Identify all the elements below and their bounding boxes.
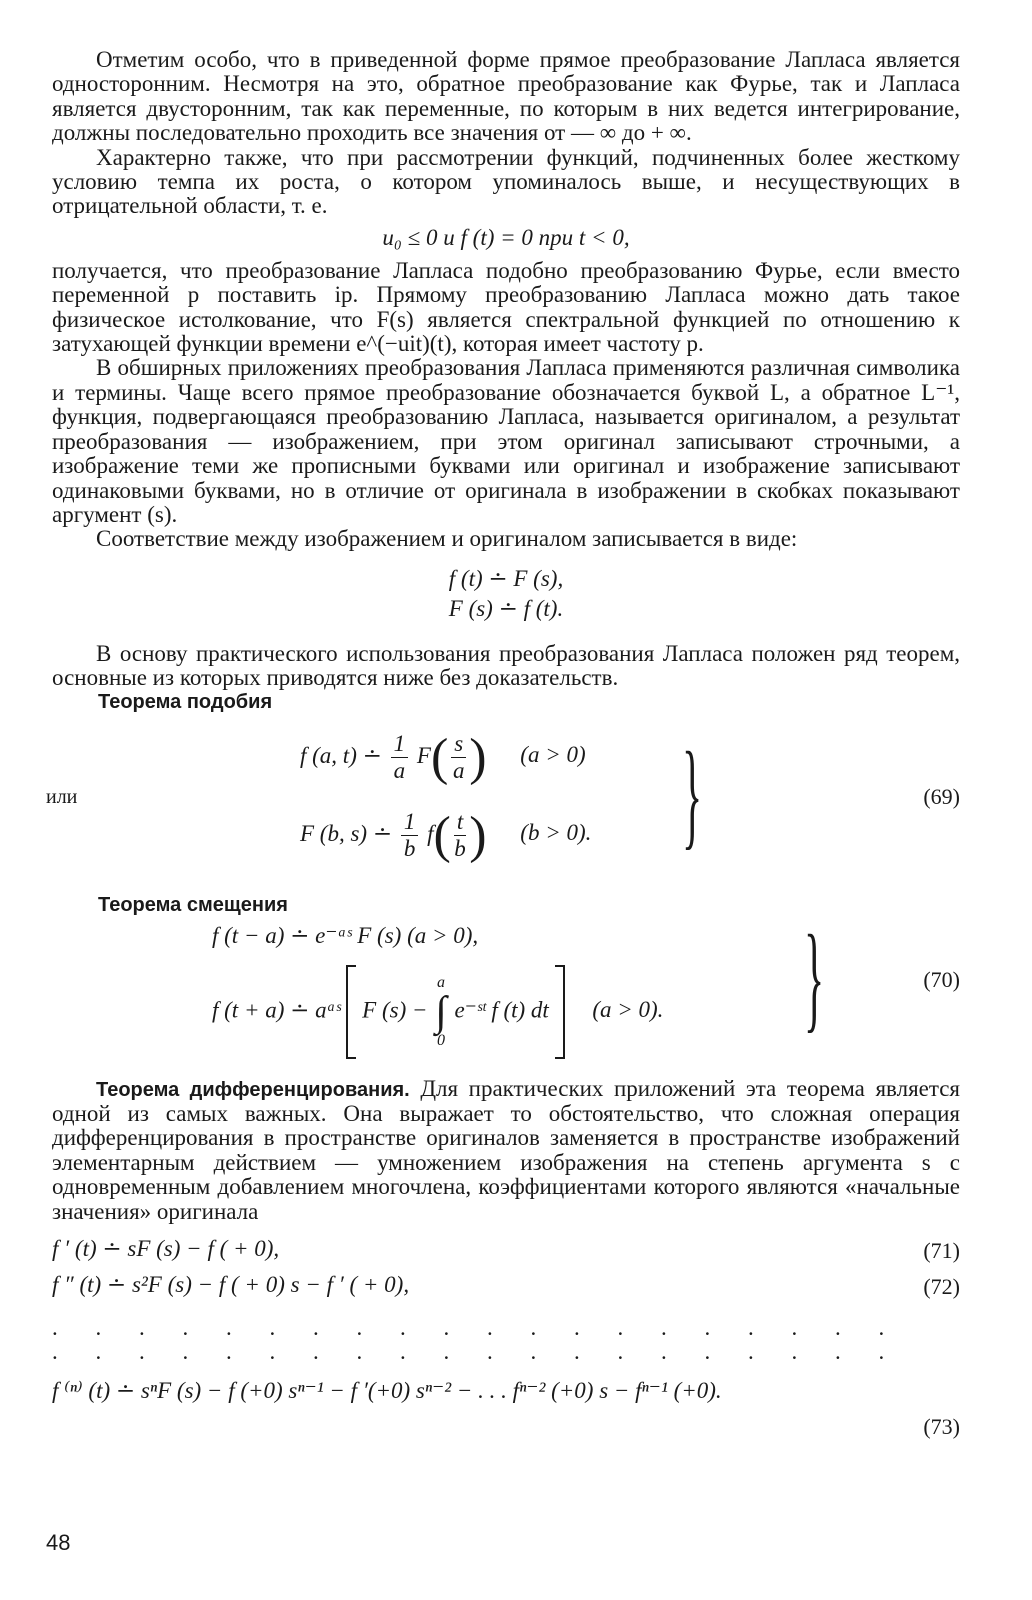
- similarity-brace: }: [682, 726, 703, 860]
- equation-71-row: [52, 1234, 960, 1270]
- paragraph-5: Соответствие между изображением и оригиналом записывается в виде:: [96, 526, 798, 552]
- shift-theorem-block: [52, 909, 960, 1077]
- paragraph-6: В основу практического использования преобразования Лапласа положен ряд теорем, основные из которых приводятся ниже без доказательств.: [52, 640, 960, 691]
- paragraph-7: [52, 1077, 960, 1224]
- paragraph-7-text: Для практических приложений эта теорема является одной из самых важных. Она выражает то обстоятельство, что сложная операция дифференцирования в пространстве оригиналов заменяется в пространстве изображений элементарным действием — умножением изображения на степень аргумента s с одновременным добавлением многочлена, коэффициентами которого являются «начальные значения» оригинала: [52, 1075, 960, 1224]
- shift-brace: }: [804, 909, 825, 1043]
- equation-73-row: [52, 1378, 960, 1448]
- equation-72-row: [52, 1270, 960, 1306]
- heading-shift-theorem: Теорема смещения: [98, 893, 288, 916]
- similarity-line-2: F (b, s) ∸ $\frac{1}{b}$ f( $\frac{t}{b}$ ) (b > 0).: [300, 806, 592, 864]
- correspondence-formula-1: f (t) ∸ F (s),: [448, 565, 564, 591]
- page-body: [46, 47, 960, 1448]
- equation-72: f ″ (t) ∸ s²F (s) − f ( + 0) s − f ′ ( + 0),: [52, 1271, 410, 1297]
- similarity-theorem-block: [46, 714, 960, 894]
- ellipsis-row-2: . . . . . . . . . . . . . . . . . . . .: [52, 1338, 901, 1364]
- shift-line-1: f (t − a) ∸ e⁻ᵃˢ F (s) (a > 0),: [212, 922, 479, 948]
- equation-number-71: (71): [923, 1237, 960, 1263]
- equation-73: f ⁽ⁿ⁾ (t) ∸ sⁿF (s) − f (+0) sⁿ⁻¹ − f ′(+0) sⁿ⁻² − . . . fⁿ⁻² (+0) s − fⁿ⁻¹ (+0).: [52, 1377, 722, 1403]
- similarity-line-1: f (a, t) ∸ $\frac{1}{a}$ F( $\frac{s}{a}$ ) (a > 0): [300, 728, 586, 786]
- heading-differentiation-theorem: Теорема дифференцирования.: [96, 1078, 410, 1101]
- equation-71: f ′ (t) ∸ sF (s) − f ( + 0),: [52, 1235, 280, 1261]
- paragraph-3: получается, что преобразование Лапласа подобно преобразованию Фурье, если вместо переменной p поставить ip. Прямому преобразованию Лапласа можно дать такое физическое истолкование, что F(s) является спектральной функцией по отношению к затухающей функции времени e^(−uit)(t), которая имеет частоту p.: [52, 257, 960, 357]
- equation-number-72: (72): [923, 1273, 960, 1299]
- page-number: 48: [46, 1530, 71, 1555]
- equation-number-73: (73): [923, 1413, 960, 1439]
- heading-similarity-theorem: Теорема подобия: [98, 690, 273, 713]
- or-word: или: [46, 785, 78, 808]
- correspondence-formula-2: F (s) ∸ f (t).: [448, 595, 564, 621]
- paragraph-1: Отметим особо, что в приведенной форме прямое преобразование Лапласа является односторонним. Несмотря на это, обратное преобразование как Фурье, так и Лапласа является двусторонним, так как переменные, по которым в них ведется интегрирование, должны последовательно проходить все значения от — ∞ до + ∞.: [52, 47, 960, 146]
- paragraph-4: В обширных приложениях преобразования Лапласа применяются различная символика и термины. Чаще всего прямое преобразование обозначается буквой L, а обратное L⁻¹, функция, подвергающаяся преобразованию Лапласа, называется оригиналом, а результат преобразования — изображением, при этом оригинал записывают строчными, а изображение теми же прописными буквами или оригинал и изображение записывают одинаковыми буквами, но в отличие от оригинала в изображении в скобках показывают аргумент (s).: [52, 355, 960, 527]
- paragraph-2: Характерно также, что при рассмотрении функций, подчиненных более жесткому условию темпа их роста, о котором упоминалось выше, и несуществующих в отрицательной области, т. е.: [52, 144, 960, 219]
- condition-formula: u₀ ≤ 0 и f (t) = 0 при t < 0,: [382, 224, 630, 250]
- equation-number-69: (69): [923, 783, 960, 809]
- equation-number-70: (70): [923, 966, 960, 992]
- shift-line-2: f (t + a) ∸ aᵃˢ F (s) − a ∫ 0 e⁻ˢᵗ f (t) dt (a > 0).: [212, 965, 663, 1059]
- ellipsis-row-1: . . . . . . . . . . . . . . . . . . . .: [52, 1314, 901, 1340]
